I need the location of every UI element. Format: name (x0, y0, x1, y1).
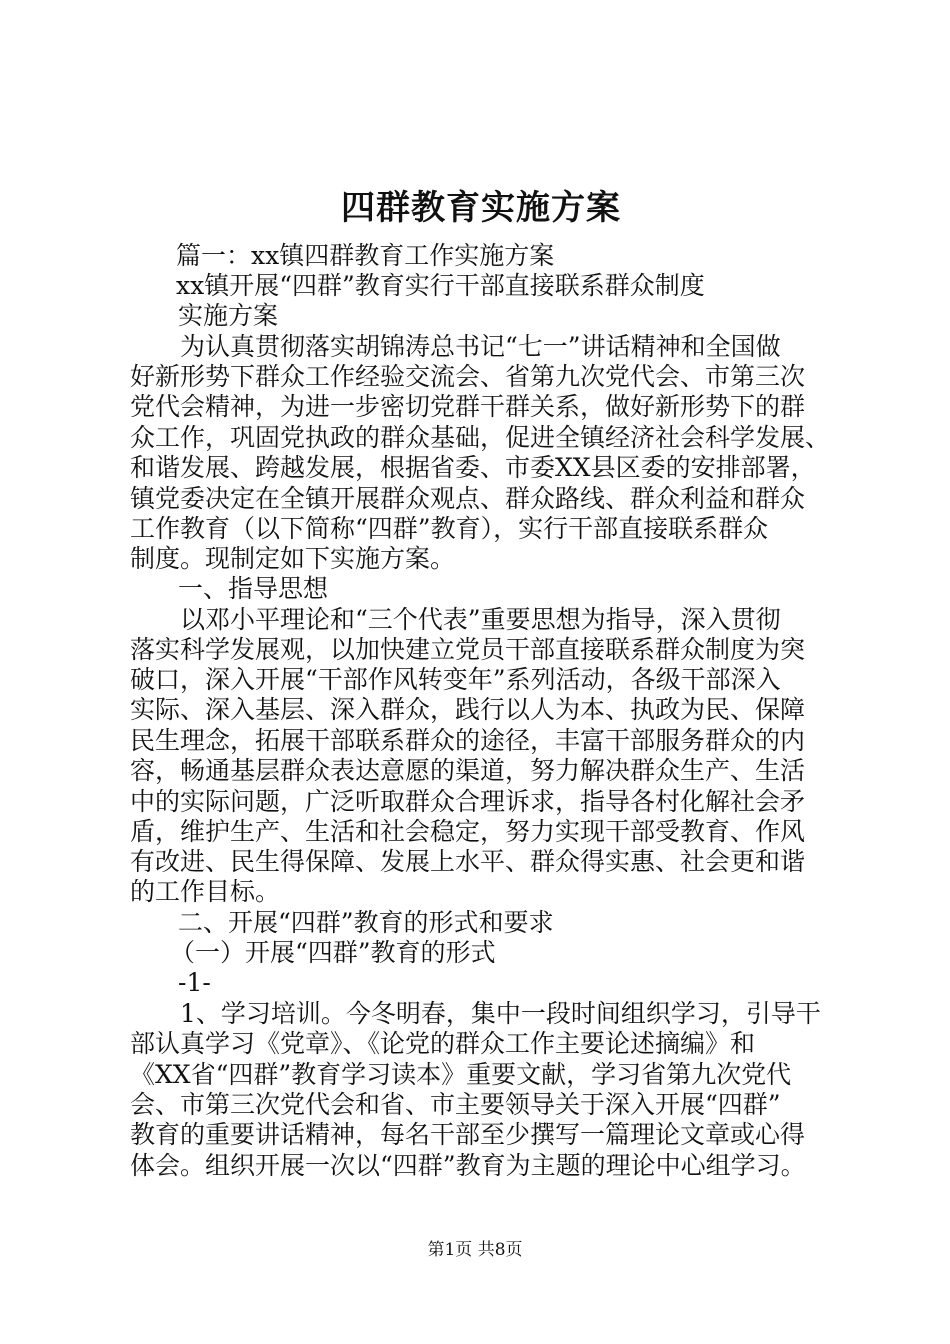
paragraph-line: 破口，深入开展“干部作风转变年”系列活动，各级干部深入 (130, 665, 781, 694)
paragraph-line: 制度。现制定如下实施方案。 (130, 544, 456, 573)
paragraph-line: 实施方案 (178, 301, 279, 330)
paragraph-line: 工作教育（以下简称“四群”教育），实行干部直接联系群众 (130, 514, 769, 543)
paragraph-line: 好新形势下群众工作经验交流会、省第九次党代会、市第三次 (130, 362, 806, 391)
paragraph-line: 的工作目标。 (130, 877, 281, 906)
paragraph-line: 民生理念，拓展干部联系群众的途径，丰富干部服务群众的内 (130, 726, 806, 755)
document-title: 四群教育实施方案 (341, 188, 621, 228)
paragraph-line: 中的实际问题，广泛听取群众合理诉求，指导各村化解社会矛 (130, 787, 806, 816)
paragraph-line: 实际、深入基层、深入群众，践行以人为本、执政为民、保障 (130, 695, 806, 724)
subsection-heading: （一）开展“四群”教育的形式 (170, 938, 496, 967)
page-footer: 第1页 共8页 (427, 1240, 523, 1260)
paragraph-line: 体会。组织开展一次以“四群”教育为主题的理论中心组学习。 (130, 1151, 806, 1180)
paragraph-line: 为认真贯彻落实胡锦涛总书记“七一”讲话精神和全国做 (180, 332, 781, 361)
section-heading: 二、开展“四群”教育的形式和要求 (178, 908, 554, 937)
paragraph-line: 会、市第三次党代会和省、市主要领导关于深入开展“四群” (130, 1090, 781, 1119)
paragraph-line: 以邓小平理论和“三个代表”重要思想为指导，深入贯彻 (180, 605, 781, 634)
paragraph-line: 盾，维护生产、生活和社会稳定，努力实现干部受教育、作风 (130, 817, 806, 846)
paragraph-line: 有改进、民生得保障、发展上水平、群众得实惠、社会更和谐 (130, 847, 806, 876)
paragraph-line: 镇党委决定在全镇开展群众观点、群众路线、群众利益和群众 (130, 484, 806, 513)
paragraph-line: 《XX省“四群”教育学习读本》重要文献，学习省第九次党代 (130, 1060, 792, 1089)
paragraph-line: 1、学习培训。今冬明春，集中一段时间组织学习，引导干 (180, 999, 821, 1028)
paragraph-line: 容，畅通基层群众表达意愿的渠道，努力解决群众生产、生活 (130, 756, 806, 785)
paragraph-line: 部认真学习《党章》、《论党的群众工作主要论述摘编》和 (130, 1029, 756, 1058)
paragraph-line: 和谐发展、跨越发展，根据省委、市委XX县区委的安排部署， (130, 453, 816, 482)
section-heading: 一、指导思想 (178, 574, 329, 603)
paragraph-line: 众工作，巩固党执政的群众基础，促进全镇经济社会科学发展、 (130, 423, 831, 452)
paragraph-line: 篇一：xx镇四群教育工作实施方案 (176, 241, 555, 270)
paragraph-line: xx镇开展“四群”教育实行干部直接联系群众制度 (176, 271, 705, 300)
paragraph-line: 落实科学发展观，以加快建立党员干部直接联系群众制度为突 (130, 635, 806, 664)
inline-page-marker: -1- (178, 968, 211, 997)
paragraph-line: 教育的重要讲话精神，每名干部至少撰写一篇理论文章或心得 (130, 1120, 806, 1149)
paragraph-line: 党代会精神，为进一步密切党群干群关系，做好新形势下的群 (130, 392, 806, 421)
